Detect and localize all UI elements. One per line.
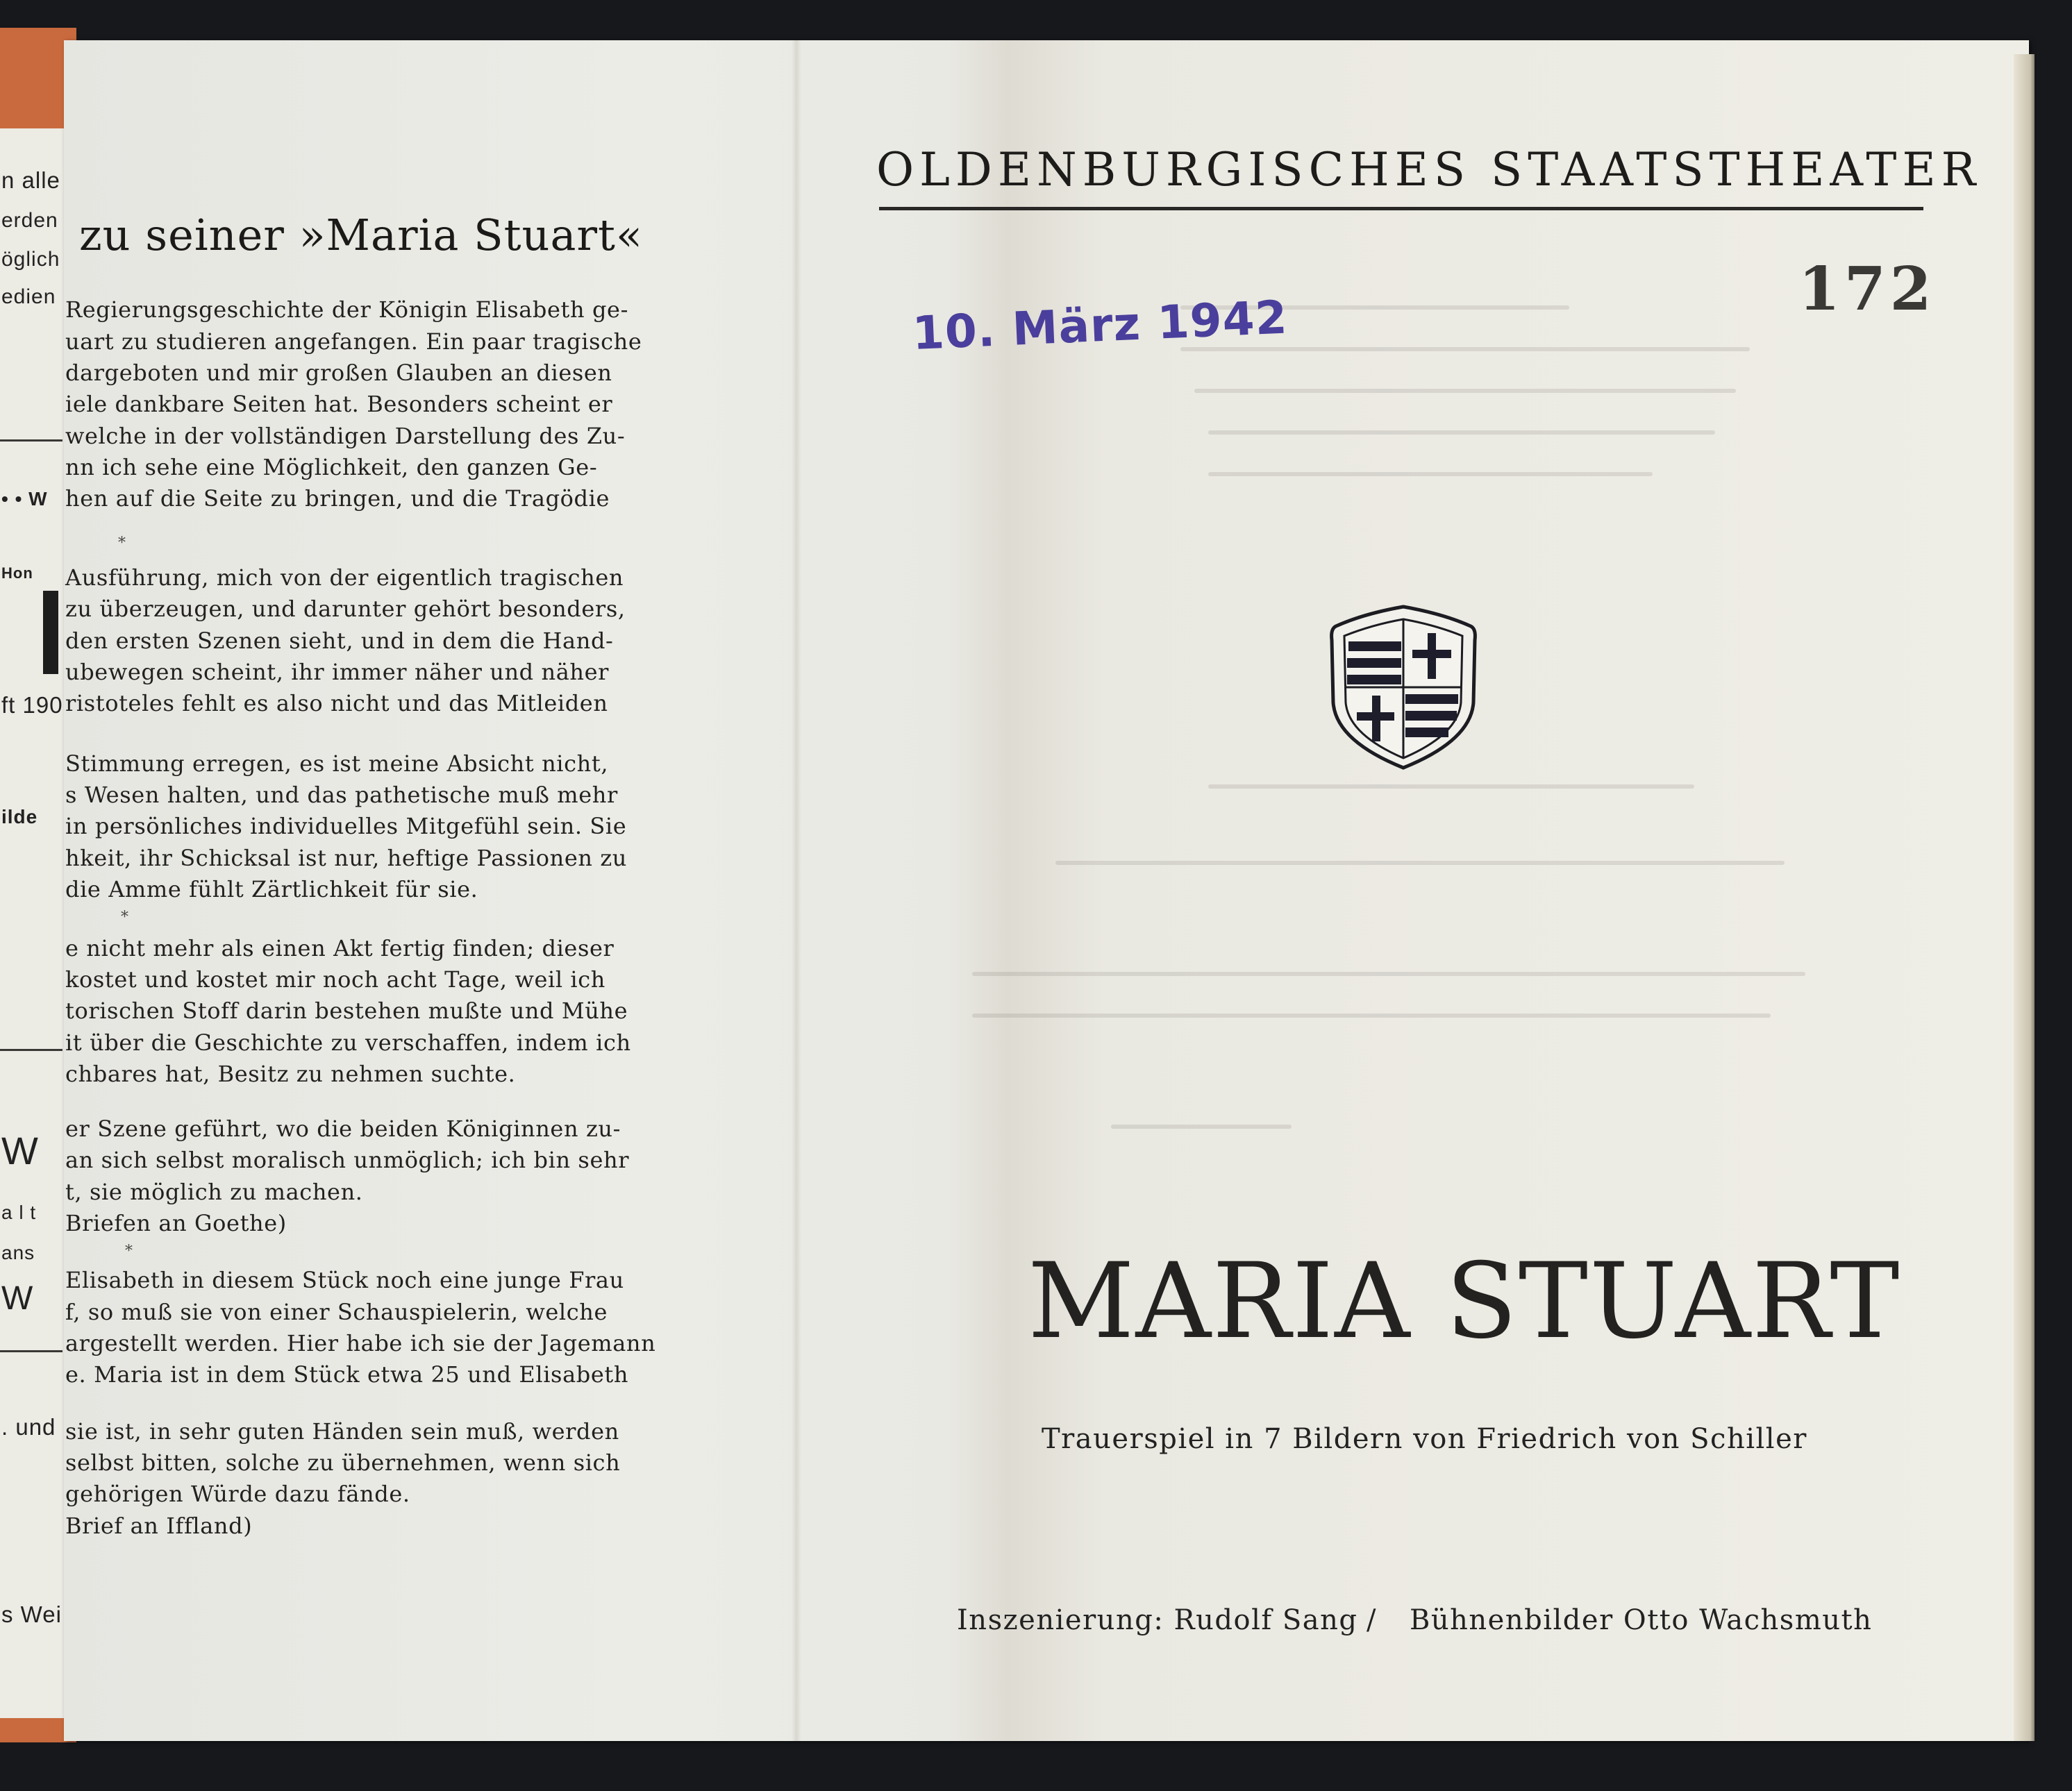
text-line: Regierungsgeschichte der Königin Elisabeth ge-	[65, 296, 628, 323]
prev-fragment: W	[1, 1280, 34, 1317]
text-line: hen auf die Seite zu bringen, und die Tragödie	[65, 485, 610, 512]
show-through-text	[972, 1014, 1771, 1018]
text-line: torischen Stoff darin bestehen mußte und Mühe	[65, 998, 628, 1024]
text-line: t, sie möglich zu machen.	[65, 1179, 363, 1205]
text-line: welche in der vollständigen Darstellung des Zu-	[65, 423, 626, 449]
play-title: MARIA STUART	[1028, 1241, 1901, 1362]
article-heading: zu seiner »Maria Stuart«	[79, 210, 643, 260]
text-line: iele dankbare Seiten hat. Besonders scheint er	[65, 391, 613, 417]
prev-rule	[0, 439, 62, 442]
text-line: argestellt werden. Hier habe ich sie der Jagemann	[65, 1330, 656, 1356]
prev-fragment: W	[1, 1129, 39, 1172]
text-line: ubewegen scheint, ihr immer näher und näher	[65, 659, 610, 685]
center-fold	[792, 40, 801, 1741]
prev-fragment: a l t	[1, 1202, 37, 1223]
theater-name: OLDENBURGISCHES STAATSTHEATER	[876, 143, 1982, 196]
text-line: e. Maria ist in dem Stück etwa 25 und Elisabeth	[65, 1361, 629, 1388]
section-asterisk: *	[125, 1243, 133, 1260]
coat-of-arms-icon	[1322, 598, 1485, 775]
text-line: Briefen an Goethe)	[65, 1210, 287, 1236]
credit-direction: Inszenierung: Rudolf Sang	[957, 1604, 1358, 1636]
prev-rule	[0, 1049, 62, 1051]
show-through-text	[972, 972, 1805, 976]
text-line: an sich selbst moralisch unmöglich; ich bin sehr	[65, 1147, 630, 1173]
prev-fragment: s Wei	[1, 1601, 62, 1627]
text-line: kostet und kostet mir noch acht Tage, weil ich	[65, 966, 605, 993]
text-line: in persönliches individuelles Mitgefühl sein. Sie	[65, 813, 627, 839]
section-asterisk: *	[121, 909, 128, 926]
prev-fragment: ilde	[1, 806, 38, 827]
prev-fragment: . und	[1, 1414, 56, 1440]
prev-fragment: • • W	[1, 488, 48, 510]
play-subtitle: Trauerspiel in 7 Bildern von Friedrich von Schiller	[1042, 1423, 1807, 1455]
text-line: Stimmung erregen, es ist meine Absicht nicht,	[65, 750, 609, 777]
prev-fragment: ans	[1, 1242, 35, 1263]
text-line: sie ist, in sehr guten Händen sein muß, werden	[65, 1418, 619, 1445]
text-line: selbst bitten, solche zu übernehmen, wenn sich	[65, 1449, 621, 1476]
prev-fragment: öglich	[1, 248, 60, 271]
show-through-text	[1111, 1125, 1292, 1129]
text-line: uart zu studieren angefangen. Ein paar tragische	[65, 328, 642, 355]
page-edge-shadow	[2014, 54, 2035, 1741]
show-through-text	[1180, 347, 1750, 351]
text-line: die Amme fühlt Zärtlichkeit für sie.	[65, 876, 478, 902]
show-through-text	[1208, 472, 1653, 476]
text-line: Ausführung, mich von der eigentlich tragischen	[65, 564, 624, 591]
text-line: ristoteles fehlt es also nicht und das Mitleiden	[65, 690, 608, 716]
show-through-text	[1208, 430, 1715, 435]
text-line: Brief an Iffland)	[65, 1513, 253, 1539]
text-line: Elisabeth in diesem Stück noch eine junge Frau	[65, 1267, 624, 1293]
prev-rule	[0, 1350, 62, 1352]
text-line: dargeboten und mir großen Glauben an diesen	[65, 360, 612, 386]
program-number: 172	[1798, 254, 1936, 324]
prev-fragment: n alle	[1, 167, 60, 193]
prev-black-bar	[43, 591, 58, 674]
prev-fragment: Hon	[1, 564, 33, 582]
text-line: er Szene geführt, wo die beiden Königinnen zu-	[65, 1116, 621, 1142]
text-line: s Wesen halten, und das pathetische muß mehr	[65, 782, 618, 808]
credit-separator: /	[1367, 1604, 1376, 1636]
text-line: chbares hat, Besitz zu nehmen suchte.	[65, 1061, 516, 1087]
text-line: nn ich sehe eine Möglichkeit, den ganzen Ge-	[65, 454, 598, 480]
prev-fragment: ft 190	[1, 692, 63, 718]
text-line: zu überzeugen, und darunter gehört besonders,	[65, 596, 626, 622]
text-line: hkeit, ihr Schicksal ist nur, heftige Passionen zu	[65, 845, 628, 871]
section-asterisk: *	[118, 535, 126, 552]
credit-stage-design: Bühnenbilder Otto Wachsmuth	[1410, 1604, 1873, 1636]
text-line: it über die Geschichte zu verschaffen, indem ich	[65, 1029, 631, 1056]
prev-fragment: edien	[1, 285, 56, 308]
text-line: den ersten Szenen sieht, und in dem die Hand-	[65, 628, 614, 654]
text-line: f, so muß sie von einer Schauspielerin, welche	[65, 1299, 608, 1325]
show-through-text	[1208, 784, 1694, 789]
show-through-text	[1194, 389, 1736, 393]
title-rule	[879, 207, 1923, 210]
text-line: gehörigen Würde dazu fände.	[65, 1481, 410, 1507]
prev-fragment: erden	[1, 209, 58, 232]
text-line: e nicht mehr als einen Akt fertig finden; dieser	[65, 935, 615, 961]
show-through-text	[1055, 861, 1785, 865]
date-stamp: 10. März 1942	[911, 290, 1289, 360]
previous-page-strip	[0, 128, 67, 1718]
